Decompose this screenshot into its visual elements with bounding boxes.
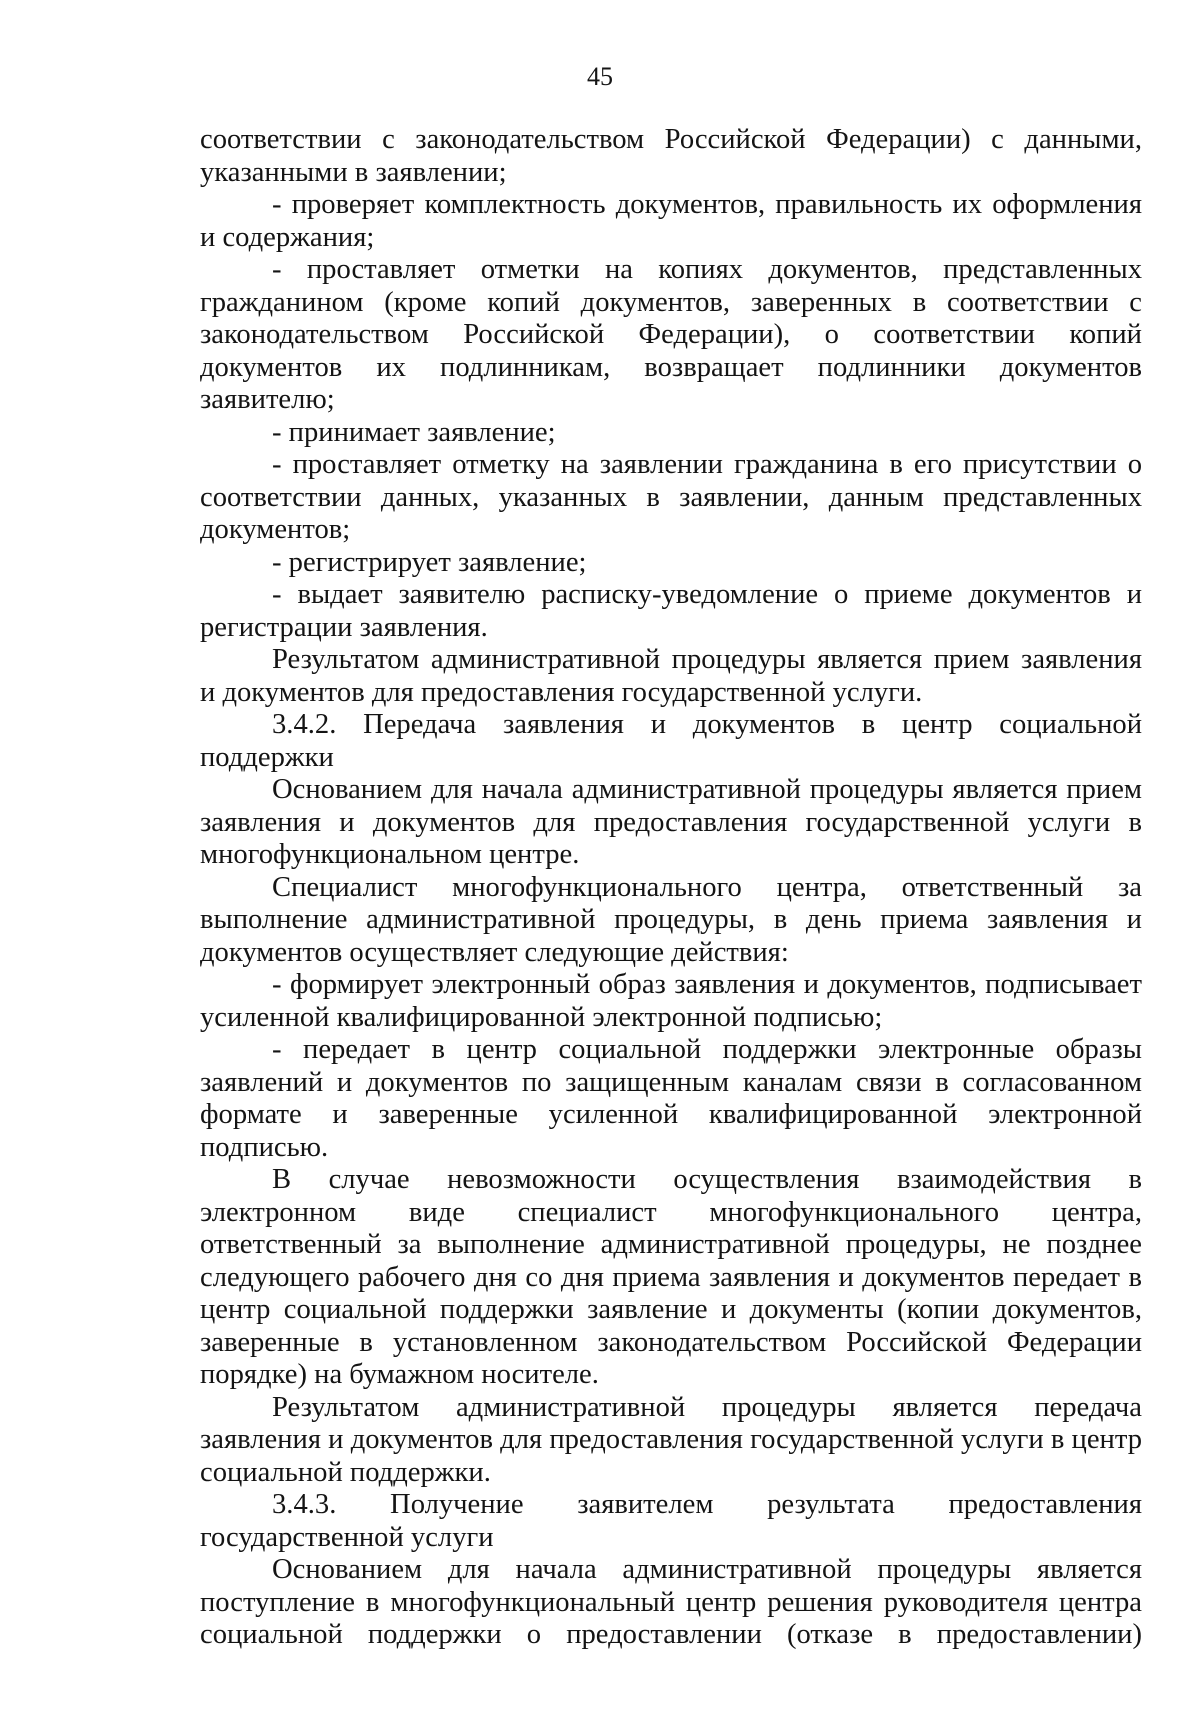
section-heading-3-4-2: 3.4.2. Передача заявления и документов в центр социальной поддержки	[200, 709, 1142, 773]
paragraph-basis-transfer: Основанием для начала административной процедуры является прием заявления и документов для предоставления государственной услуги в многофункциональном центре.	[200, 774, 1142, 870]
paragraph-result-transfer: Результатом административной процедуры является передача заявления и документов для предоставления государственной услуги в центр социальной поддержки.	[200, 1391, 1142, 1488]
paragraph-check-completeness: - проверяет комплектность документов, правильность их оформления и содержания;	[200, 189, 1142, 253]
paragraph-specialist-actions: Специалист многофункционального центра, ответственный за выполнение административной процедуры, в день приема заявления и документов осуществляет следующие действия:	[200, 871, 1142, 968]
paragraph-paper-transfer: В случае невозможности осуществления взаимодействия в электронном виде специалист многофункционального центра, ответственный за выполнение административной процедуры, не позднее следующего рабочего дня со дня приема заявления и документов передает в центр социальной поддержки заявление и документы (копии документов, заверенные в установленном законодательством Российской Федерации порядке) на бумажном носителе.	[200, 1164, 1142, 1390]
section-heading-3-4-3: 3.4.3. Получение заявителем результата предоставления государственной услуги	[200, 1489, 1142, 1553]
paragraph-form-electronic-image: - формирует электронный образ заявления и документов, подписывает усиленной квалифицированной электронной подписью;	[200, 969, 1142, 1033]
paragraph-accept-application: - принимает заявление;	[272, 416, 556, 448]
paragraph-mark-copies: - проставляет отметки на копиях документов, представленных гражданином (кроме копий документов, заверенных в соответствии с законодательством Российской Федерации), о соответствии копий документов их подлинникам, возвращает подлинники документов заявителю;	[200, 254, 1142, 415]
page-number: 45	[587, 62, 613, 91]
paragraph-basis-receipt: Основанием для начала административной процедуры является поступление в многофункциональный центр решения руководителя центра социальной поддержки о предоставлении (отказе в предоставлении)	[200, 1554, 1142, 1650]
paragraph-issue-receipt: - выдает заявителю расписку-уведомление о приеме документов и регистрации заявления.	[200, 579, 1142, 643]
paragraph-continuation: соответствии с законодательством Российской Федерации) с данными, указанными в заявлении;	[200, 124, 1142, 188]
paragraph-register-application: - регистрирует заявление;	[272, 546, 587, 578]
paragraph-mark-application: - проставляет отметку на заявлении гражданина в его присутствии о соответствии данных, указанных в заявлении, данным представленных документов;	[200, 449, 1142, 545]
paragraph-transmit-images: - передает в центр социальной поддержки электронные образы заявлений и документов по защищенным каналам связи в согласованном формате и заверенные усиленной квалифицированной электронной подписью.	[200, 1034, 1142, 1163]
paragraph-result-reception: Результатом административной процедуры является прием заявления и документов для предоставления государственной услуги.	[200, 644, 1142, 708]
document-body	[200, 124, 1142, 1652]
